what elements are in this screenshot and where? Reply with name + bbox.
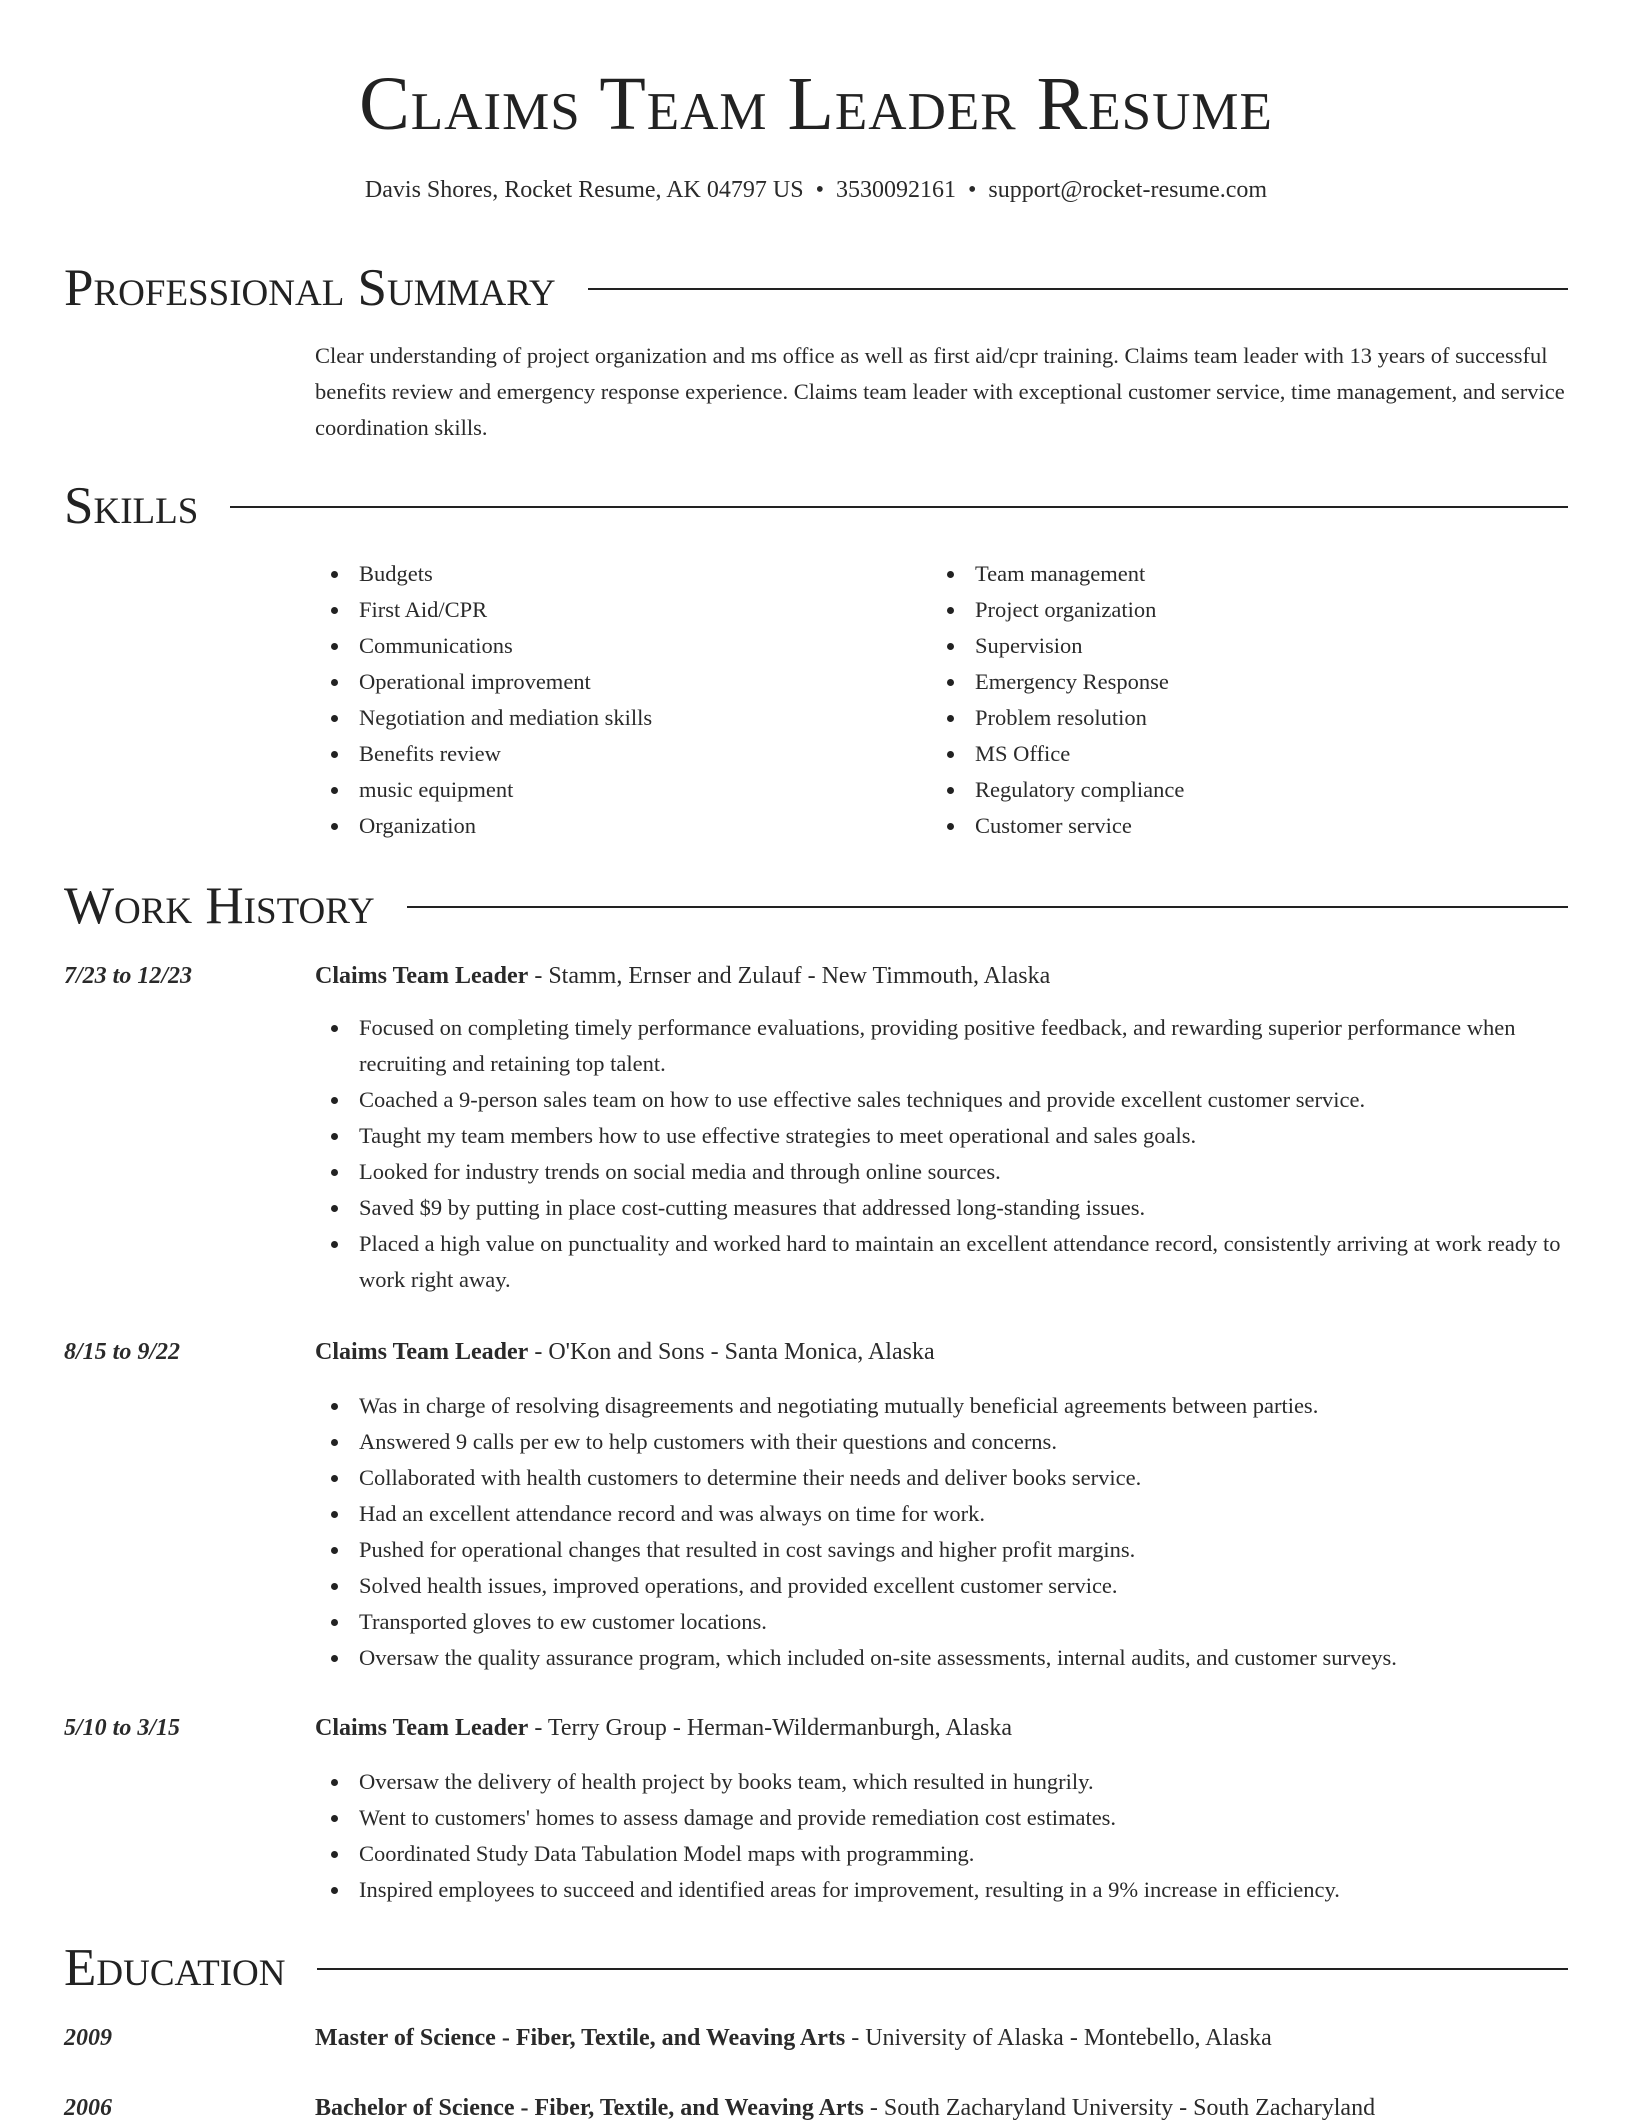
- skill-item: Communications: [315, 628, 915, 664]
- job-title: Claims Team Leader: [315, 963, 529, 989]
- section-header-summary: [64, 256, 1568, 320]
- section-title-summary: Professional Summary: [64, 259, 556, 317]
- contact-email: support@rocket-resume.com: [988, 177, 1268, 203]
- job-heading: [315, 958, 1568, 994]
- section-divider: [317, 1968, 1568, 1970]
- skills-list-left: [315, 556, 915, 844]
- skill-item: Team management: [931, 556, 1531, 592]
- job-dates: 8/15 to 9/22: [64, 1339, 181, 1365]
- education-year: 2009: [64, 2025, 112, 2051]
- contact-line: [0, 172, 1632, 208]
- resume-title: Claims Team Leader Resume: [359, 62, 1273, 146]
- section-divider: [407, 906, 1568, 908]
- job-employer-location: - Stamm, Ernser and Zulauf - New Timmouth, Alaska: [528, 963, 1051, 989]
- skills-list-right: [931, 556, 1531, 844]
- job-bullet: Coordinated Study Data Tabulation Model maps with programming.: [315, 1836, 1568, 1872]
- education-school-location: - South Zacharyland University - South Zacharyland: [863, 2095, 1376, 2121]
- skill-item: MS Office: [931, 736, 1531, 772]
- section-title-education: Education: [64, 1939, 286, 1997]
- skill-item: Operational improvement: [315, 664, 915, 700]
- section-title-skills: Skills: [64, 477, 199, 535]
- job-heading: [315, 1710, 1568, 1746]
- job-bullet: Oversaw the quality assurance program, which included on-site assessments, internal audits, and customer surveys.: [315, 1640, 1568, 1676]
- skill-item: Negotiation and mediation skills: [315, 700, 915, 736]
- job-bullet: Transported gloves to ew customer locations.: [315, 1604, 1568, 1640]
- job-bullet: Oversaw the delivery of health project by books team, which resulted in hungrily.: [315, 1764, 1568, 1800]
- job-employer-location: - O'Kon and Sons - Santa Monica, Alaska: [528, 1339, 935, 1365]
- skill-item: Supervision: [931, 628, 1531, 664]
- job-dates: 7/23 to 12/23: [64, 963, 193, 989]
- education-entry: [315, 2090, 1568, 2126]
- education-entry: [315, 2020, 1568, 2056]
- skill-item: Budgets: [315, 556, 915, 592]
- job-title: Claims Team Leader: [315, 1715, 529, 1741]
- job-bullet-list: [315, 1010, 1568, 1298]
- job-bullet: Saved $9 by putting in place cost-cutting measures that addressed long-standing issues.: [315, 1190, 1568, 1226]
- job-bullet: Placed a high value on punctuality and worked hard to maintain an excellent attendance record, consistently arriving at work ready to work right away.: [315, 1226, 1568, 1298]
- skill-item: Benefits review: [315, 736, 915, 772]
- job-bullet: Answered 9 calls per ew to help customers with their questions and concerns.: [315, 1424, 1568, 1460]
- job-bullet: Looked for industry trends on social media and through online sources.: [315, 1154, 1568, 1190]
- job-bullet: Coached a 9-person sales team on how to use effective sales techniques and provide excellent customer service.: [315, 1082, 1568, 1118]
- job-employer-location: - Terry Group - Herman-Wildermanburgh, Alaska: [528, 1715, 1012, 1741]
- contact-separator: •: [815, 177, 824, 203]
- education-degree: Master of Science - Fiber, Textile, and Weaving Arts: [315, 2025, 846, 2051]
- section-title-work: Work History: [64, 877, 375, 935]
- job-bullet: Inspired employees to succeed and identified areas for improvement, resulting in a 9% increase in efficiency.: [315, 1872, 1568, 1908]
- job-bullet: Focused on completing timely performance evaluations, providing positive feedback, and rewarding superior performance when recruiting and retaining top talent.: [315, 1010, 1568, 1082]
- job-dates: 5/10 to 3/15: [64, 1715, 181, 1741]
- job-bullet: Went to customers' homes to assess damage and provide remediation cost estimates.: [315, 1800, 1568, 1836]
- job-bullet: Was in charge of resolving disagreements and negotiating mutually beneficial agreements between parties.: [315, 1388, 1568, 1424]
- contact-separator: •: [967, 177, 977, 203]
- job-bullet: Solved health issues, improved operations, and provided excellent customer service.: [315, 1568, 1568, 1604]
- job-heading: [315, 1334, 1568, 1370]
- job-bullet-list: [315, 1388, 1568, 1676]
- section-divider: [230, 506, 1568, 508]
- section-divider: [588, 288, 1568, 290]
- section-header-education: [64, 1936, 1568, 2000]
- skill-item: music equipment: [315, 772, 915, 808]
- job-bullet: Taught my team members how to use effective strategies to meet operational and sales goals.: [315, 1118, 1568, 1154]
- job-bullet: Collaborated with health customers to determine their needs and deliver books service.: [315, 1460, 1568, 1496]
- job-title: Claims Team Leader: [315, 1339, 529, 1365]
- skill-item: Problem resolution: [931, 700, 1531, 736]
- skill-item: Organization: [315, 808, 915, 844]
- job-bullet: Pushed for operational changes that resulted in cost savings and higher profit margins.: [315, 1532, 1568, 1568]
- contact-phone: 3530092161: [835, 177, 956, 203]
- education-year: 2006: [64, 2095, 112, 2121]
- contact-address: Davis Shores, Rocket Resume, AK 04797 US: [364, 177, 804, 203]
- education-school-location: - University of Alaska - Montebello, Alaska: [845, 2025, 1272, 2051]
- section-header-skills: [64, 474, 1568, 538]
- section-header-work: [64, 874, 1568, 938]
- skill-item: First Aid/CPR: [315, 592, 915, 628]
- skill-item: Project organization: [931, 592, 1531, 628]
- skill-item: Customer service: [931, 808, 1531, 844]
- job-bullet: Had an excellent attendance record and was always on time for work.: [315, 1496, 1568, 1532]
- summary-text: Clear understanding of project organization and ms office as well as first aid/cpr training. Claims team leader with 13 years of successful benefits review and emergency response experience. Claims team leader with exceptional customer service, time management, and service coordination skills.: [315, 343, 1565, 440]
- education-degree: Bachelor of Science - Fiber, Textile, and Weaving Arts: [315, 2095, 864, 2121]
- skill-item: Emergency Response: [931, 664, 1531, 700]
- job-bullet-list: [315, 1764, 1568, 1908]
- skill-item: Regulatory compliance: [931, 772, 1531, 808]
